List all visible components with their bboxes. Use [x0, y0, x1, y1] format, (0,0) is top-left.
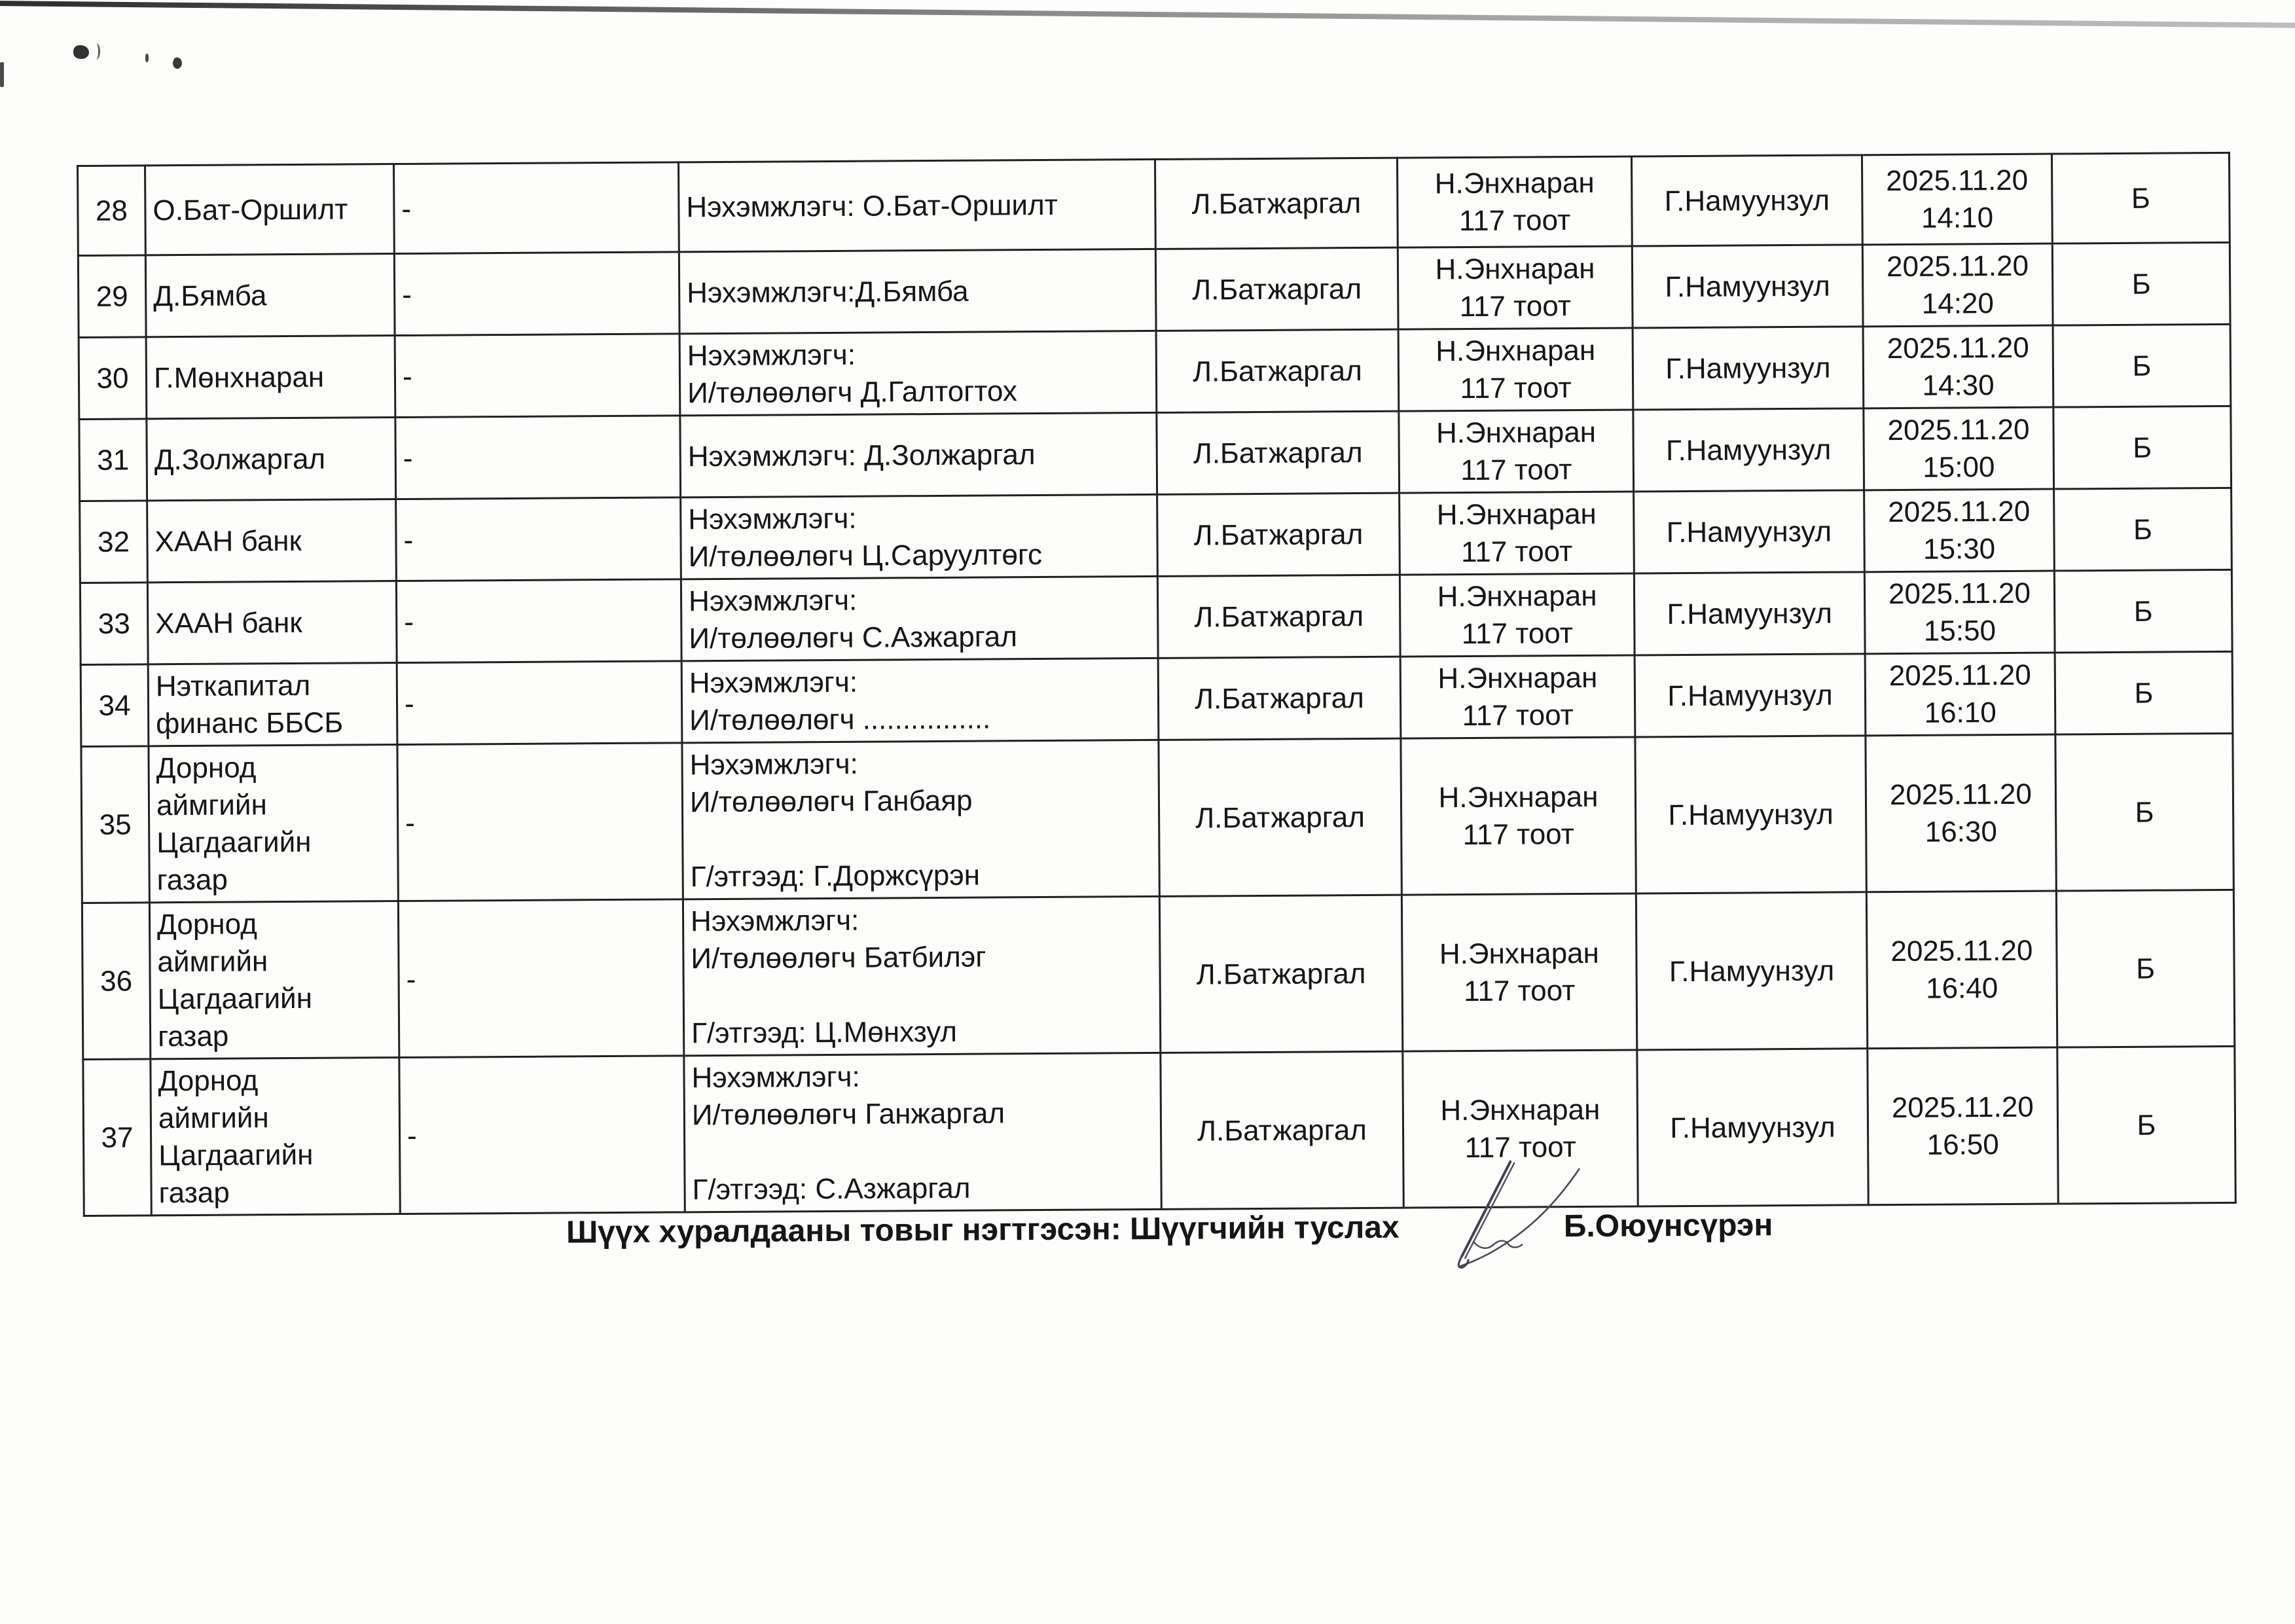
respondent-cell: -: [395, 334, 680, 418]
judge-cell: Л.Батжаргал: [1156, 329, 1399, 412]
table-row: [78, 153, 2230, 255]
judge-cell: Л.Батжаргал: [1158, 657, 1401, 740]
status-cell: Б: [2055, 651, 2233, 734]
claimant-cell: Нэхэмжлэгч: И/төлөөлөгч Ганбаяр Г/этгээд: Г.Доржсүрэн: [682, 740, 1159, 899]
party-name-cell: Д.Золжаргал: [147, 418, 396, 501]
table-row: [78, 242, 2230, 337]
date-time-cell: 2025.11.20 14:10: [1862, 154, 2052, 245]
respondent-cell: -: [395, 416, 681, 499]
respondent-cell: -: [394, 162, 679, 254]
clerk-cell: Г.Намуунзул: [1633, 327, 1864, 410]
date-time-cell: 2025.11.20 14:20: [1862, 244, 2053, 327]
status-cell: Б: [2055, 733, 2233, 891]
date-time-cell: 2025.11.20 14:30: [1863, 325, 2053, 408]
status-cell: Б: [2052, 242, 2230, 325]
respondent-cell: -: [394, 252, 679, 336]
table-row: [79, 406, 2232, 501]
scan-left-edge-mark: [0, 62, 4, 87]
hearing-schedule-table: [77, 152, 2237, 1217]
party-name-cell: Г.Мөнхнаран: [146, 336, 395, 419]
secretary-room-cell: Н.Энхнаран 117 тоот: [1401, 737, 1636, 895]
respondent-cell: -: [399, 1056, 685, 1214]
status-cell: Б: [2054, 569, 2232, 653]
judge-cell: Л.Батжаргал: [1161, 1051, 1403, 1209]
secretary-room-cell: Н.Энхнаран 117 тоот: [1398, 246, 1633, 329]
scan-top-edge: [0, 1, 2295, 28]
table-row: [83, 1046, 2235, 1216]
secretary-room-cell: Н.Энхнаран 117 тоот: [1403, 1050, 1638, 1208]
claimant-cell: Нэхэмжлэгч: Д.Золжаргал: [680, 412, 1157, 497]
respondent-cell: -: [397, 661, 682, 745]
table-row: [81, 733, 2233, 903]
case-number-cell: 34: [81, 664, 149, 747]
party-name-cell: Д.Бямба: [145, 254, 395, 337]
clerk-cell: Г.Намуунзул: [1634, 490, 1865, 573]
clerk-cell: Г.Намуунзул: [1633, 408, 1864, 492]
respondent-cell: -: [398, 899, 683, 1058]
table-row: [79, 324, 2231, 419]
clerk-cell: Г.Намуунзул: [1636, 892, 1867, 1050]
claimant-cell: Нэхэмжлэгч: И/төлөөлөгч Д.Галтогтох: [679, 331, 1157, 415]
party-name-cell: Дорнод аймгийн Цагдаагийн газар: [151, 1058, 400, 1216]
clerk-cell: Г.Намуунзул: [1635, 736, 1866, 893]
claimant-cell: Нэхэмжлэгч: И/төлөөлөгч С.Азжаргал: [681, 576, 1158, 660]
status-cell: Б: [2051, 153, 2230, 244]
claimant-cell: Нэхэмжлэгч: И/төлөөлөгч ................: [681, 658, 1159, 742]
case-number-cell: 35: [81, 746, 149, 903]
secretary-room-cell: Н.Энхнаран 117 тоот: [1399, 410, 1634, 493]
footer-compiled-by-label: Шүүх хуралдааны товыг нэгтгэсэн: Шүүгчийн туслах: [566, 1210, 1400, 1250]
status-cell: Б: [2053, 324, 2231, 407]
judge-cell: Л.Батжаргал: [1157, 575, 1400, 658]
claimant-cell: Нэхэмжлэгч: И/төлөөлөгч Ц.Саруултөгс: [681, 494, 1158, 579]
party-name-cell: ХААН банк: [147, 499, 397, 583]
judge-cell: Л.Батжаргал: [1159, 738, 1401, 896]
claimant-cell: Нэхэмжлэгч: И/төлөөлөгч Батбилэг Г/этгээд: Ц.Мөнхзул: [683, 896, 1160, 1055]
clerk-cell: Г.Намуунзул: [1634, 572, 1865, 655]
date-time-cell: 2025.11.20 16:50: [1868, 1047, 2058, 1205]
date-time-cell: 2025.11.20 15:50: [1864, 571, 2055, 654]
party-name-cell: Дорнод аймгийн Цагдаагийн газар: [149, 901, 399, 1059]
party-name-cell: ХААН банк: [147, 581, 397, 664]
scan-speck: [73, 45, 89, 59]
respondent-cell: -: [396, 579, 681, 663]
claimant-cell: Нэхэмжлэгч: О.Бат-Оршилт: [678, 159, 1155, 251]
table-row: [82, 890, 2234, 1059]
status-cell: Б: [2057, 1046, 2235, 1204]
judge-cell: Л.Батжаргал: [1157, 493, 1400, 576]
status-cell: Б: [2053, 406, 2232, 489]
judge-cell: Л.Батжаргал: [1155, 247, 1398, 331]
party-name-cell: О.Бат-Оршилт: [145, 164, 395, 255]
status-cell: Б: [2054, 488, 2232, 571]
scan-speck: [92, 43, 100, 60]
secretary-room-cell: Н.Энхнаран 117 тоот: [1400, 573, 1635, 657]
claimant-cell: Нэхэмжлэгч:Д.Бямба: [679, 249, 1156, 333]
table-row: [81, 651, 2233, 746]
case-number-cell: 32: [80, 501, 148, 583]
table-row: [80, 488, 2232, 583]
case-number-cell: 33: [80, 583, 148, 665]
case-number-cell: 30: [79, 337, 147, 420]
claimant-cell: Нэхэмжлэгч: И/төлөөлөгч Ганжаргал Г/этгээд: С.Азжаргал: [684, 1053, 1161, 1212]
secretary-room-cell: Н.Энхнаран 117 тоот: [1397, 156, 1632, 247]
date-time-cell: 2025.11.20 16:40: [1866, 891, 2057, 1049]
case-number-cell: 37: [83, 1059, 151, 1216]
clerk-cell: Г.Намуунзул: [1635, 654, 1866, 737]
case-number-cell: 28: [78, 166, 146, 256]
case-number-cell: 36: [82, 903, 150, 1060]
judge-cell: Л.Батжаргал: [1157, 411, 1400, 494]
date-time-cell: 2025.11.20 16:30: [1866, 734, 2056, 892]
scan-speck: [145, 54, 149, 62]
judge-cell: Л.Батжаргал: [1159, 895, 1402, 1053]
clerk-cell: Г.Намуунзул: [1631, 155, 1862, 246]
secretary-room-cell: Н.Энхнаран 117 тоот: [1400, 655, 1635, 738]
clerk-cell: Г.Намуунзул: [1637, 1049, 1868, 1206]
date-time-cell: 2025.11.20 15:00: [1864, 407, 2054, 490]
respondent-cell: -: [397, 743, 683, 901]
table-row: [80, 569, 2232, 664]
date-time-cell: 2025.11.20 15:30: [1864, 489, 2055, 572]
party-name-cell: Дорнод аймгийн Цагдаагийн газар: [149, 745, 398, 903]
scanned-document: [77, 152, 2237, 1250]
date-time-cell: 2025.11.20 16:10: [1865, 653, 2055, 736]
judge-cell: Л.Батжаргал: [1155, 158, 1398, 249]
status-cell: Б: [2056, 890, 2234, 1047]
respondent-cell: -: [396, 497, 681, 581]
party-name-cell: Нэткапитал финанс ББСБ: [148, 663, 397, 746]
scan-speck: [172, 57, 183, 70]
case-number-cell: 29: [78, 255, 146, 338]
case-number-cell: 31: [79, 419, 147, 501]
secretary-room-cell: Н.Энхнаран 117 тоот: [1400, 492, 1635, 575]
secretary-room-cell: Н.Энхнаран 117 тоот: [1401, 893, 1636, 1051]
signer-name: Б.Оюунсүрэн: [1563, 1208, 1773, 1244]
clerk-cell: Г.Намуунзул: [1632, 245, 1863, 328]
secretary-room-cell: Н.Энхнаран 117 тоот: [1398, 328, 1633, 411]
